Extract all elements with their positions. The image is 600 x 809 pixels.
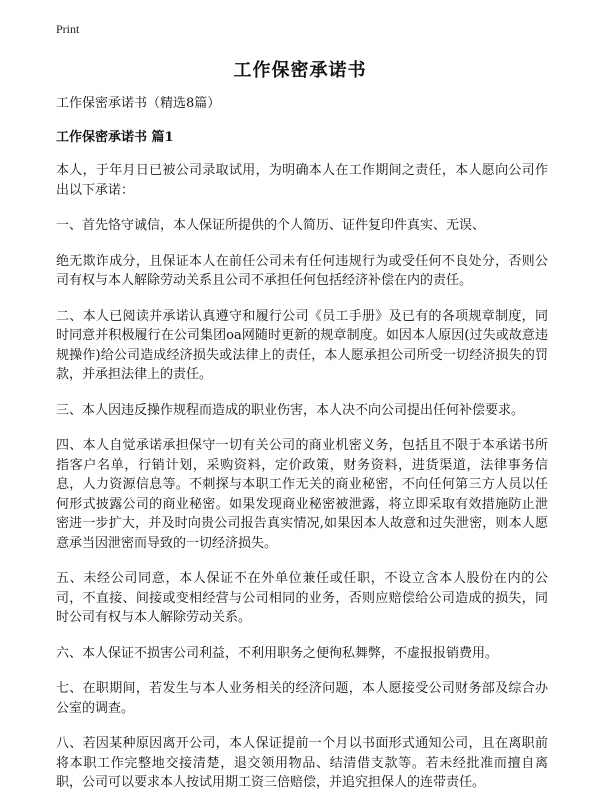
document-title: 工作保密承诺书: [233, 60, 367, 81]
paragraph-clause-7: 七、在职期间，若发生与本人业务相关的经济问题，本人愿接受公司财务部及综合办公室的调查。: [56, 681, 548, 716]
paragraph-clause-1-continued: 绝无欺诈成分，且保证本人在前任公司未有任何违规行为或受任何不良处分，否则公司有权与本人解除劳动关系且公司不承担任何包括经济补偿在内的责任。: [56, 253, 548, 288]
paragraph-clause-4: 四、本人自觉承诺承担保守一切有关公司的商业机密义务，包括且不限于本承诺书所指客户名单，行销计划，采购资料，定价政策，财务资料，进货渠道，法律事务信息，人力资源信息等。不刺探与本职工作无关的商业秘密，不向任何第三方人员以任何形式披露公司的商业秘密。如果发现商业秘密被泄露，将立即采取有效措施防止泄密进一步扩大，并及时向贵公司报告真实情况,如果因本人故意和过失泄密，则本人愿意承当因泄密而导致的一切经济损失。: [56, 438, 548, 551]
document-body: [56, 94, 548, 809]
paragraph-clause-8: 八、若因某种原因离开公司，本人保证提前一个月以书面形式通知公司，且在离职前将本职工作完整地交接清楚，退交领用物品、结清借支款等。若未经批准而擅自离职，公司可以要求本人按试用期工资三倍赔偿，并追究担保人的连带责任。: [56, 736, 548, 790]
paragraph-clause-3: 三、本人因违反操作规程而造成的职业伤害，本人决不向公司提出任何补偿要求。: [56, 402, 525, 418]
paragraph-clause-6: 六、本人保证不损害公司利益，不利用职务之便徇私舞弊，不虚报报销费用。: [56, 645, 499, 661]
paragraph-clause-1: 一、首先恪守诚信，本人保证所提供的个人简历、证件复印件真实、无误、: [56, 218, 486, 233]
print-label: Print: [56, 22, 80, 36]
paragraph-clause-5: 五、未经公司同意，本人保证不在外单位兼任或任职，不设立含本人股份在内的公司，不直接、间接或变相经营与公司相同的业务，否则应赔偿给公司造成的损失，同时公司有权与本人解除劳动关系。: [56, 571, 548, 625]
paragraph-intro: 本人，于年月日已被公司录取试用，为明确本人在工作期间之责任，本人愿向公司作出以下承诺：: [56, 163, 548, 198]
paragraph-clause-2: 二、本人已阅读并承诺认真遵守和履行公司《员工手册》及已有的各项规章制度，同时同意并积极履行在公司集团oa网随时更新的规章制度。如因本人原因(过失或故意违规操作)给公司造成经济损失或法律上的责任，本人愿承担公司所受一切经济损失的罚款，并承担法律上的责任。: [56, 308, 548, 382]
section-heading: 工作保密承诺书 篇1: [56, 129, 174, 145]
document-subtitle: 工作保密承诺书（精选8篇）: [56, 96, 221, 111]
